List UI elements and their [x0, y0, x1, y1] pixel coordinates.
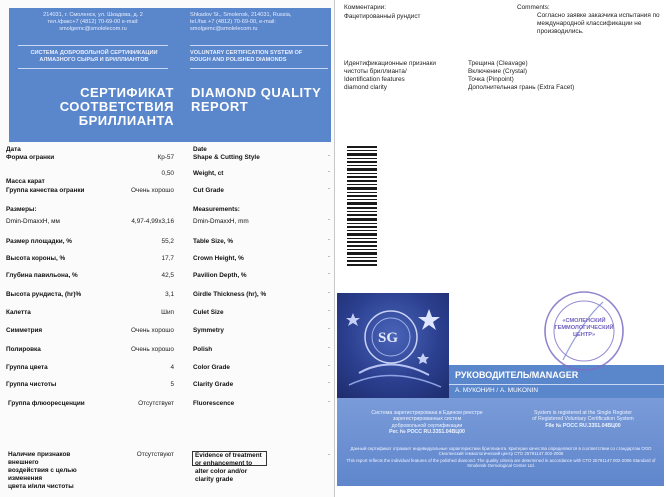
row-girdle-en: Girdle Thickness (hr), % [193, 291, 267, 298]
registration-ru-line: добровольной сертификации [391, 422, 463, 429]
header-divider [190, 68, 328, 69]
registration-en [508, 410, 658, 429]
row-cut-grade-label: Группа качества огранки [6, 187, 85, 194]
system-ru-line: СИСТЕМА ДОБРОВОЛЬНОЙ СЕРТИФИКАЦИИ [30, 50, 158, 56]
registration-ru [352, 410, 502, 436]
row-marker: - [328, 363, 330, 369]
stamp-line: ЦЕНТР» [572, 332, 596, 338]
row-dimensions-value: 4,97-4,99х3,16 [131, 218, 174, 225]
comments-en-text [537, 12, 665, 36]
row-marker: - [328, 308, 330, 314]
row-weight-label: Масса карат [6, 178, 45, 185]
registration-ru-line: Рег. № РОСС RU.З351.04ВЦ00 [389, 429, 465, 436]
clarity-features-list [468, 60, 658, 92]
treatment-ru-line: воздействия с целью [8, 467, 77, 474]
row-crown-value: 17,7 [161, 255, 174, 262]
title-ru-line: СЕРТИФИКАТ [80, 85, 174, 100]
row-dimensions-en: Dmin-DmaxxH, mm [193, 218, 249, 225]
row-girdle-value: 3,1 [165, 291, 174, 298]
clarity-features-label [344, 60, 464, 92]
row-symmetry-value: Очень хорошо [131, 327, 174, 334]
registration-en-line: File № РОСС RU.З351.04ВЦ00 [545, 422, 621, 429]
row-weight-en: Weight, ct [193, 170, 224, 177]
address-ru-line: тел./факс+7 (4812) 70-69-00 e-mail: [47, 19, 139, 25]
row-marker: - [328, 254, 330, 260]
system-en [190, 50, 330, 64]
registration-ru-line: зарегистрированных систем [392, 416, 462, 423]
comments-en-line: Согласно заявке заказчика испытания по [537, 12, 660, 19]
address-en-line: Shkadov St., Smolensk, 214031, Russia, [190, 12, 292, 18]
comments-en-line: международной классификации не [537, 20, 642, 27]
row-table-en: Table Size, % [193, 238, 234, 245]
treatment-ru-line: Наличие признаков [8, 451, 71, 458]
row-table-label: Размер площадки, % [6, 238, 72, 245]
barcode [347, 146, 377, 268]
row-table-value: 55,2 [161, 238, 174, 245]
row-pavilion-value: 42,5 [161, 272, 174, 279]
manager-divider [449, 384, 664, 385]
row-shape-label: Форма огранки [6, 154, 55, 161]
title-en [191, 86, 331, 114]
registration-en-line: of Registered Voluntary Certification System [532, 416, 634, 423]
row-girdle-label: Высота рундиста, (hr)% [6, 291, 82, 298]
features-label-line: diamond clarity [344, 84, 387, 91]
registration-en-line: System is registered at the Single Register [533, 410, 633, 416]
row-crown-en: Crown Height, % [193, 255, 244, 262]
system-en-line: VOLUNTARY CERTIFICATION SYSTEM OF [190, 50, 303, 56]
row-pavilion-label: Глубина павильона, % [6, 272, 78, 279]
row-marker: - [328, 271, 330, 277]
comments-en-label: Comments: [517, 4, 550, 11]
treatment-ru-line: внешнего [8, 459, 39, 466]
row-polish-label: Полировка [6, 346, 41, 353]
row-symmetry-label: Симметрия [6, 327, 43, 334]
row-color-value: 4 [170, 364, 174, 371]
feature-item: Дополнительная грань (Extra Facet) [468, 84, 575, 91]
row-clarity-value: 5 [170, 381, 174, 388]
address-ru-line: smolgemc@smolelecom.ru [59, 26, 127, 32]
disclaimer-ru: Данный сертификат отражает индивидуальные характеристики бриллианта. Критерии качества определяются в соответствии со стандартом ООО Смоленский геммологический центр СТО 25791147.002-2006 [350, 446, 652, 457]
feature-item: Трещина (Cleavage) [468, 60, 528, 67]
address-ru-line: 214031, г. Смоленск, ул. Шкадова, д. 2 [43, 12, 143, 18]
row-clarity-en: Clarity Grade [193, 381, 234, 388]
treatment-ru-line: цвета и/или чистоты [8, 483, 74, 490]
row-marker: - [328, 153, 330, 159]
treatment-en-line: Evidence of treatment [195, 452, 262, 459]
stamp-text [552, 318, 616, 339]
row-fluorescence-value: Отсутствует [138, 400, 174, 407]
comments-en-line: производились. [537, 28, 584, 35]
row-weight-value: 0,50 [161, 170, 174, 177]
hologram-seal [337, 293, 449, 399]
row-marker: - [328, 217, 330, 223]
row-marker: - [328, 169, 330, 175]
manager-title: РУКОВОДИТЕЛЬ/MANAGER [455, 370, 579, 380]
row-crown-label: Высота короны, % [6, 255, 66, 262]
row-marker: - [328, 186, 330, 192]
treatment-en-line: clarity grade [195, 476, 234, 483]
title-en-line: DIAMOND QUALITY [191, 85, 322, 100]
row-marker: - [328, 399, 330, 405]
treatment-en-line: or enhancement to [195, 460, 253, 467]
row-clarity-label: Группа чистоты [6, 381, 57, 388]
row-shape-value: Кр-57 [157, 154, 174, 161]
treatment-en [195, 452, 305, 484]
row-dimensions-label: Dmin-DmaxxH, мм [6, 218, 60, 225]
comments-ru-value: Фацетированный рундист [344, 13, 421, 20]
feature-item: Точка (Pinpoint) [468, 76, 514, 83]
row-color-en: Color Grade [193, 364, 230, 371]
comments-ru-label: Комментарии: [344, 4, 387, 11]
row-marker: - [328, 380, 330, 386]
row-cut-grade-value: Очень хорошо [131, 187, 174, 194]
system-ru-line: АЛМАЗНОГО СЫРЬЯ И БРИЛЛИАНТОВ [39, 57, 149, 63]
stamp-line: «СМОЛЕНСКИЙ [562, 318, 606, 324]
svg-text:SG: SG [378, 330, 399, 346]
row-polish-value: Очень хорошо [131, 346, 174, 353]
title-ru-line: СООТВЕТСТВИЯ [59, 99, 174, 114]
stamp-line: ГЕММОЛОГИЧЕСКИЙ [554, 325, 614, 331]
address-en-line: tel./fax +7 (4812) 70-69-00, e-mail: [190, 19, 276, 25]
row-date-en: Date [193, 146, 207, 153]
system-en-line: ROUGH AND POLISHED DIAMONDS [190, 57, 287, 63]
row-marker: - [328, 290, 330, 296]
row-shape-en: Shape & Cutting Style [193, 154, 260, 161]
treatment-value: Отсутствуют [136, 451, 174, 458]
registration-ru-line: Система зарегистрирована в Едином реестре [371, 410, 483, 416]
header-divider [18, 45, 168, 46]
address-en [190, 12, 330, 33]
row-marker: - [328, 237, 330, 243]
manager-name: А. МУКОНИН / A. MUKONIN [455, 387, 538, 394]
header-divider [190, 45, 328, 46]
address-en-line: smolgemc@smolelecom.ru [190, 26, 258, 32]
hologram-emblem-icon [337, 293, 449, 399]
title-en-line: REPORT [191, 99, 249, 114]
row-date-label: Дата [6, 146, 21, 153]
row-culet-label: Калетта [6, 309, 31, 316]
treatment-ru-line: изменения [8, 475, 43, 482]
features-label-line: чистоты бриллианта/ [344, 68, 407, 75]
row-color-label: Группа цвета [6, 364, 48, 371]
row-measurements-label: Размеры: [6, 206, 37, 213]
system-ru [16, 50, 172, 64]
title-ru [48, 86, 174, 128]
row-marker: - [328, 345, 330, 351]
row-fluorescence-label: Группа флюоресценции [8, 400, 85, 407]
features-label-line: Identification features [344, 76, 405, 83]
treatment-en-line: alter color and/or [195, 468, 248, 475]
address-ru [18, 12, 168, 33]
feature-item: Включение (Crystal) [468, 68, 527, 75]
row-culet-value: Шип [161, 309, 174, 316]
row-polish-en: Polish [193, 346, 213, 353]
disclaimer-en: This report reflects the individual features of the polished diamond. The quality criteria are determined in accordance with СТО 25791147.002-2006 Standard of Smolensk Gemological Center Ltd. [346, 458, 656, 469]
features-label-line: Идентификационные признаки [344, 60, 436, 67]
row-fluorescence-en: Fluorescence [193, 400, 235, 407]
row-pavilion-en: Pavilion Depth, % [193, 272, 247, 279]
row-cut-grade-en: Cut Grade [193, 187, 224, 194]
header-divider [18, 68, 168, 69]
row-marker: - [328, 326, 330, 332]
row-culet-en: Culet Size [193, 309, 224, 316]
row-symmetry-en: Symmetry [193, 327, 224, 334]
title-ru-line: БРИЛЛИАНТА [78, 113, 174, 128]
row-measurements-en: Measurements: [193, 206, 240, 213]
treatment-ru [8, 451, 108, 491]
row-marker: - [328, 452, 330, 458]
